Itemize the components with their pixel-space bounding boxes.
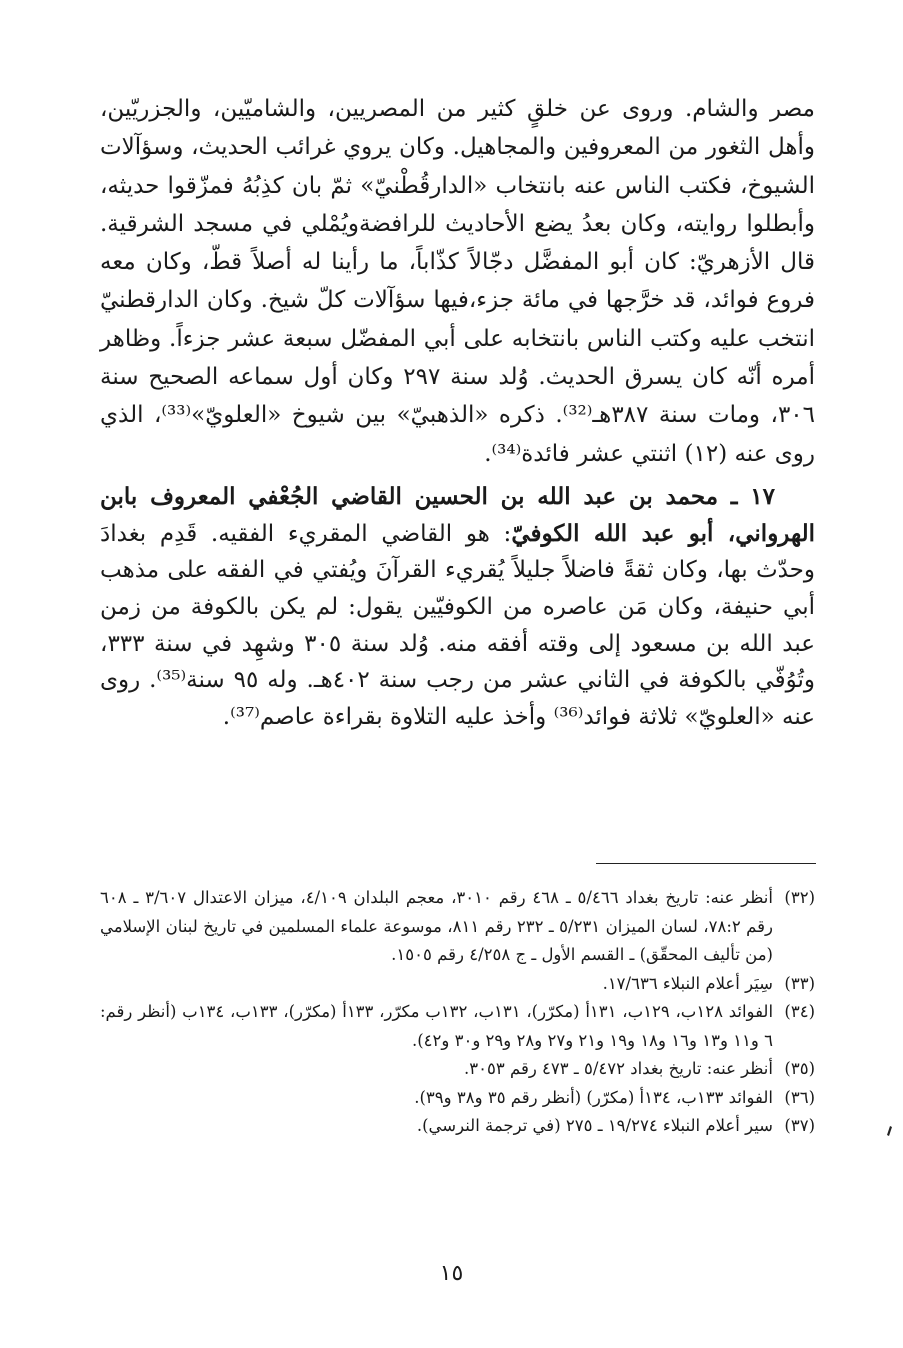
footnote-number: (٣٢): [784, 888, 815, 907]
footnotes: [100, 884, 815, 1141]
footnote-number: (٣٣): [784, 973, 815, 993]
footnote-36: [100, 1084, 815, 1113]
footnote-34: [100, 998, 815, 1055]
footnote-text: الفوائد ١٣٣ب، ١٣٤أ (مكرّر) (أنظر رقم ٣٥ و٣٨ و٣٩).: [414, 1087, 773, 1107]
footnote-divider: [596, 863, 816, 864]
main-text: [100, 90, 815, 736]
paragraph-entry-17: [100, 479, 815, 736]
page-number: ١٥: [439, 1261, 464, 1286]
entry-17-body: : هو القاضي المقريء الفقيه. قَدِم بغدادَ وحدّث بها، وكان ثقةً فاضلاً جليلاً يُقريء القرآنَ ويُفتي في الفقه على مذهب أبي حنيفة، وكان مَن عاصره من الكوفيّين يقول: لم يكن بالكوفة من زمن عبد الله بن مسعود إلى وقته أفقه منه. وُلد سنة ٣٠٥ وشهِد في سنة ٣٣٣، وتُوُفّي بالكوفة في الثاني عشر من رجب سنة ٤٠٢هـ. وله ٩٥ سنة⁽³⁵⁾. روى عنه «العلويّ» ثلاثة فوائد⁽³⁶⁾ وأخذ عليه التلاوة بقراءة عاصم⁽³⁷⁾.: [100, 520, 815, 731]
footnote-text: سير أعلام النبلاء ١٩/٢٧٤ ـ ٢٧٥ (في ترجمة النرسي).: [416, 1116, 773, 1135]
margin-speck-mark: [885, 1125, 893, 1137]
footnote-text: الفوائد ١٢٨ب، ١٢٩ب، ١٣١أ (مكرّر)، ١٣١ب، ١٣٢ب مكرّر، ١٣٣أ (مكرّر)، ١٣٣ب، ١٣٤ب (أنظر رقم: ٦ و١١ و١٣ و١٦ و١٨ و١٩ و٢١ و٢٧ و٢٨ و٢٩ و٣٠ و٤٢).: [100, 1002, 774, 1050]
footnote-33: [100, 970, 815, 999]
footnote-number: (٣٥): [784, 1059, 815, 1078]
footnote-text: سِيَر أعلام النبلاء ١٧/٦٣٦.: [602, 973, 773, 993]
entry-17-heading: ١٧ ـ محمد بن عبد الله بن الحسين القاضي الجُعْفي المعروف بابن الهرواني، أبو عبد الله الكوفيّ: [100, 482, 815, 547]
footnote-35: [100, 1055, 815, 1084]
footnote-number: (٣٦): [784, 1087, 815, 1107]
footnote-number: (٣٤): [784, 1002, 815, 1021]
footnote-number: (٣٧): [784, 1116, 815, 1135]
paragraph-biography-continued: مصر والشام. وروى عن خلقٍ كثير من المصريين، والشاميّين، والجزريّين، وأهل الثغور من المعروفين والمجاهيل. وكان يروي غرائب الحديث، وسؤآلات الشيوخ، فكتب الناس عنه بانتخاب «الدارقُطْنيّ» ثمّ بان كذِبُهُ فمزّقوا حديثه، وأبطلوا روايته، وكان بعدُ يضع الأحاديث للرافضةويُمْلي في مسجد الشرقية. قال الأزهريّ: كان أبو المفضَّل دجّالاً كذّاباً، ما رأينا له أصلاً قطّ، وكان معه فروع فوائد، قد خرَّجها في مائة جزء،فيها سؤآلات كلّ شيخ. وكان الدارقطنيّ انتخب عليه وكتب الناس بانتخابه على أبي المفضّل سبعة عشر جزءاً. وظاهر أمره أنّه كان يسرق الحديث. وُلد سنة ٢٩٧ وكان أول سماعه الصحيح سنة ٣٠٦، ومات سنة ٣٨٧هـ⁽³²⁾. ذكره «الذهبيّ» بين شيوخ «العلويّ»⁽³³⁾، الذي روى عنه (١٢) اثنتي عشر فائدة⁽³⁴⁾.: [100, 96, 815, 467]
footnote-text: أنظر عنه: تاريخ بغداد ٥/٤٧٢ ـ ٤٧٣ رقم ٣٠٥٣.: [464, 1059, 773, 1078]
footnote-37: [100, 1112, 815, 1141]
footnote-text: أنظر عنه: تاريخ بغداد ٥/٤٦٦ ـ ٤٦٨ رقم ٣٠١٠، معجم البلدان ٤/١٠٩، ميزان الاعتدال ٣/٦٠٧ ـ ٦٠٨ رقم ٧٨:٢، لسان الميزان ٥/٢٣١ ـ ٢٣٢ رقم ٨١١، موسوعة علماء المسلمين في تاريخ لبنان الإسلامي (من تأليف المحقّق) ـ القسم الأول ـ ج ٤/٢٥٨ رقم ١٥٠٥.: [100, 888, 774, 964]
footnote-32: [100, 884, 815, 970]
